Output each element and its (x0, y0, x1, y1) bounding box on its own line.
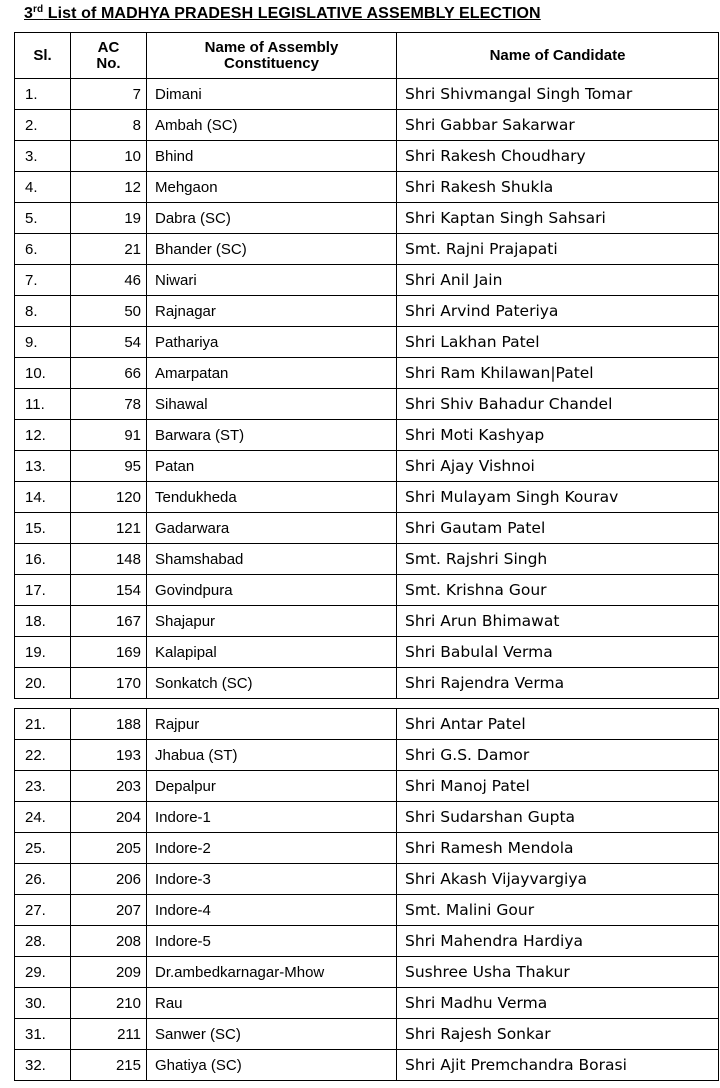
ac-number-cell: 204 (71, 802, 147, 833)
ac-number-cell: 10 (71, 141, 147, 172)
table-row (15, 864, 719, 895)
table-row (15, 926, 719, 957)
table-row (15, 420, 719, 451)
constituency-cell: Rajpur (147, 709, 397, 740)
table-row (15, 740, 719, 771)
table-row (15, 451, 719, 482)
ac-number-cell: 78 (71, 389, 147, 420)
table-row (15, 606, 719, 637)
ac-number-cell: 95 (71, 451, 147, 482)
title-ordinal-suffix: rd (33, 4, 44, 15)
table-row (15, 203, 719, 234)
candidate-name-cell: Shri Sudarshan Gupta (397, 802, 719, 833)
constituency-cell: Tendukheda (147, 482, 397, 513)
ac-number-cell: 167 (71, 606, 147, 637)
candidate-name-cell: Smt. Malini Gour (397, 895, 719, 926)
header-sl-label: Sl. (33, 46, 52, 64)
header-candidate-label: Name of Candidate (489, 46, 626, 64)
constituency-cell: Indore-3 (147, 864, 397, 895)
table-row (15, 988, 719, 1019)
ac-number-cell: 21 (71, 234, 147, 265)
ac-number-cell: 46 (71, 265, 147, 296)
table-row (15, 389, 719, 420)
constituency-cell: Amarpatan (147, 358, 397, 389)
ac-number-cell: 207 (71, 895, 147, 926)
table-row (15, 575, 719, 606)
serial-number-cell: 24. (15, 802, 71, 833)
candidate-name-cell: Shri Gautam Patel (397, 513, 719, 544)
ac-number-cell: 203 (71, 771, 147, 802)
serial-number-cell: 9. (15, 327, 71, 358)
table-row (15, 327, 719, 358)
candidate-name-cell: Shri Antar Patel (397, 709, 719, 740)
candidate-name-cell: Shri Akash Vijayvargiya (397, 864, 719, 895)
serial-number-cell: 1. (15, 79, 71, 110)
ac-number-cell: 170 (71, 668, 147, 699)
serial-number-cell: 14. (15, 482, 71, 513)
ac-number-cell: 50 (71, 296, 147, 327)
constituency-cell: Dabra (SC) (147, 203, 397, 234)
table-row (15, 513, 719, 544)
ac-number-cell: 66 (71, 358, 147, 389)
serial-number-cell: 6. (15, 234, 71, 265)
header-constituency-line1: Name of Assembly (204, 38, 339, 56)
table-row (15, 358, 719, 389)
candidate-name-cell: Shri Madhu Verma (397, 988, 719, 1019)
serial-number-cell: 26. (15, 864, 71, 895)
ac-number-cell: 188 (71, 709, 147, 740)
constituency-cell: Kalapipal (147, 637, 397, 668)
constituency-cell: Gadarwara (147, 513, 397, 544)
candidate-name-cell: Shri Ajit Premchandra Borasi (397, 1050, 719, 1081)
table-row (15, 1019, 719, 1050)
serial-number-cell: 21. (15, 709, 71, 740)
candidate-name-cell: Shri Moti Kashyap (397, 420, 719, 451)
constituency-cell: Mehgaon (147, 172, 397, 203)
constituency-cell: Indore-5 (147, 926, 397, 957)
ac-number-cell: 8 (71, 110, 147, 141)
table-row (15, 895, 719, 926)
serial-number-cell: 13. (15, 451, 71, 482)
constituency-cell: Barwara (ST) (147, 420, 397, 451)
ac-number-cell: 211 (71, 1019, 147, 1050)
serial-number-cell: 20. (15, 668, 71, 699)
candidate-name-cell: Shri Shiv Bahadur Chandel (397, 389, 719, 420)
table-row (15, 833, 719, 864)
table-row (15, 771, 719, 802)
serial-number-cell: 31. (15, 1019, 71, 1050)
serial-number-cell: 11. (15, 389, 71, 420)
constituency-cell: Sanwer (SC) (147, 1019, 397, 1050)
ac-number-cell: 12 (71, 172, 147, 203)
ac-number-cell: 54 (71, 327, 147, 358)
serial-number-cell: 2. (15, 110, 71, 141)
constituency-cell: Depalpur (147, 771, 397, 802)
header-ac-label: AC (97, 38, 120, 56)
candidate-name-cell: Smt. Krishna Gour (397, 575, 719, 606)
constituency-cell: Bhander (SC) (147, 234, 397, 265)
constituency-cell: Shajapur (147, 606, 397, 637)
ac-number-cell: 19 (71, 203, 147, 234)
constituency-cell: Patan (147, 451, 397, 482)
ac-number-cell: 215 (71, 1050, 147, 1081)
serial-number-cell: 12. (15, 420, 71, 451)
constituency-cell: Indore-1 (147, 802, 397, 833)
serial-number-cell: 28. (15, 926, 71, 957)
constituency-cell: Sonkatch (SC) (147, 668, 397, 699)
serial-number-cell: 29. (15, 957, 71, 988)
ac-number-cell: 7 (71, 79, 147, 110)
candidate-table-part-1 (14, 32, 719, 699)
ac-number-cell: 121 (71, 513, 147, 544)
table-row (15, 296, 719, 327)
ac-number-cell: 193 (71, 740, 147, 771)
candidate-name-cell: Shri Rakesh Choudhary (397, 141, 719, 172)
candidate-name-cell: Shri Arvind Pateriya (397, 296, 719, 327)
serial-number-cell: 3. (15, 141, 71, 172)
candidate-name-cell: Shri Manoj Patel (397, 771, 719, 802)
ac-number-cell: 209 (71, 957, 147, 988)
table-row (15, 957, 719, 988)
table-row (15, 79, 719, 110)
table-row (15, 668, 719, 699)
candidate-name-cell: Shri G.S. Damor (397, 740, 719, 771)
constituency-cell: Ambah (SC) (147, 110, 397, 141)
constituency-cell: Shamshabad (147, 544, 397, 575)
constituency-cell: Jhabua (ST) (147, 740, 397, 771)
candidate-name-cell: Shri Anil Jain (397, 265, 719, 296)
candidate-name-cell: Shri Ram Khilawan|Patel (397, 358, 719, 389)
candidate-name-cell: Shri Gabbar Sakarwar (397, 110, 719, 141)
serial-number-cell: 22. (15, 740, 71, 771)
serial-number-cell: 23. (15, 771, 71, 802)
ac-number-cell: 210 (71, 988, 147, 1019)
serial-number-cell: 8. (15, 296, 71, 327)
candidate-name-cell: Shri Mulayam Singh Kourav (397, 482, 719, 513)
serial-number-cell: 27. (15, 895, 71, 926)
serial-number-cell: 32. (15, 1050, 71, 1081)
constituency-cell: Govindpura (147, 575, 397, 606)
table-row (15, 234, 719, 265)
candidate-name-cell: Shri Arun Bhimawat (397, 606, 719, 637)
header-constituency-line2: Constituency (223, 54, 319, 72)
constituency-cell: Indore-2 (147, 833, 397, 864)
candidate-name-cell: Shri Rajesh Sonkar (397, 1019, 719, 1050)
constituency-cell: Rau (147, 988, 397, 1019)
table-row (15, 141, 719, 172)
table-row (15, 1050, 719, 1081)
table-row (15, 802, 719, 833)
serial-number-cell: 25. (15, 833, 71, 864)
serial-number-cell: 17. (15, 575, 71, 606)
serial-number-cell: 19. (15, 637, 71, 668)
table-row (15, 637, 719, 668)
candidate-name-cell: Smt. Rajni Prajapati (397, 234, 719, 265)
table-row (15, 265, 719, 296)
serial-number-cell: 16. (15, 544, 71, 575)
serial-number-cell: 7. (15, 265, 71, 296)
ac-number-cell: 206 (71, 864, 147, 895)
ac-number-cell: 169 (71, 637, 147, 668)
table-row (15, 172, 719, 203)
table-row (15, 110, 719, 141)
title-ordinal: 3 (24, 5, 33, 22)
header-constituency (147, 33, 397, 79)
table-row (15, 544, 719, 575)
title-text: List of MADHYA PRADESH LEGISLATIVE ASSEMBLY ELECTION (43, 5, 541, 22)
candidate-table-part-2 (14, 708, 719, 1081)
serial-number-cell: 15. (15, 513, 71, 544)
constituency-cell: Indore-4 (147, 895, 397, 926)
table-row (15, 482, 719, 513)
candidate-name-cell: Sushree Usha Thakur (397, 957, 719, 988)
candidate-name-cell: Shri Ramesh Mendola (397, 833, 719, 864)
constituency-cell: Bhind (147, 141, 397, 172)
header-no-label: No. (96, 54, 121, 72)
serial-number-cell: 30. (15, 988, 71, 1019)
constituency-cell: Dr.ambedkarnagar-Mhow (147, 957, 397, 988)
constituency-cell: Pathariya (147, 327, 397, 358)
candidate-name-cell: Smt. Rajshri Singh (397, 544, 719, 575)
candidate-name-cell: Shri Rakesh Shukla (397, 172, 719, 203)
serial-number-cell: 10. (15, 358, 71, 389)
candidate-name-cell: Shri Shivmangal Singh Tomar (397, 79, 719, 110)
candidate-name-cell: Shri Ajay Vishnoi (397, 451, 719, 482)
serial-number-cell: 5. (15, 203, 71, 234)
constituency-cell: Ghatiya (SC) (147, 1050, 397, 1081)
table-header-row (15, 33, 719, 79)
candidate-name-cell: Shri Rajendra Verma (397, 668, 719, 699)
header-ac-no (71, 33, 147, 79)
header-sl (15, 33, 71, 79)
constituency-cell: Niwari (147, 265, 397, 296)
page-title (24, 4, 541, 30)
constituency-cell: Dimani (147, 79, 397, 110)
ac-number-cell: 205 (71, 833, 147, 864)
ac-number-cell: 154 (71, 575, 147, 606)
serial-number-cell: 18. (15, 606, 71, 637)
ac-number-cell: 120 (71, 482, 147, 513)
header-candidate (397, 33, 719, 79)
candidate-name-cell: Shri Babulal Verma (397, 637, 719, 668)
table-row (15, 709, 719, 740)
serial-number-cell: 4. (15, 172, 71, 203)
ac-number-cell: 208 (71, 926, 147, 957)
candidate-name-cell: Shri Mahendra Hardiya (397, 926, 719, 957)
constituency-cell: Rajnagar (147, 296, 397, 327)
ac-number-cell: 148 (71, 544, 147, 575)
candidate-name-cell: Shri Lakhan Patel (397, 327, 719, 358)
constituency-cell: Sihawal (147, 389, 397, 420)
ac-number-cell: 91 (71, 420, 147, 451)
candidate-name-cell: Shri Kaptan Singh Sahsari (397, 203, 719, 234)
